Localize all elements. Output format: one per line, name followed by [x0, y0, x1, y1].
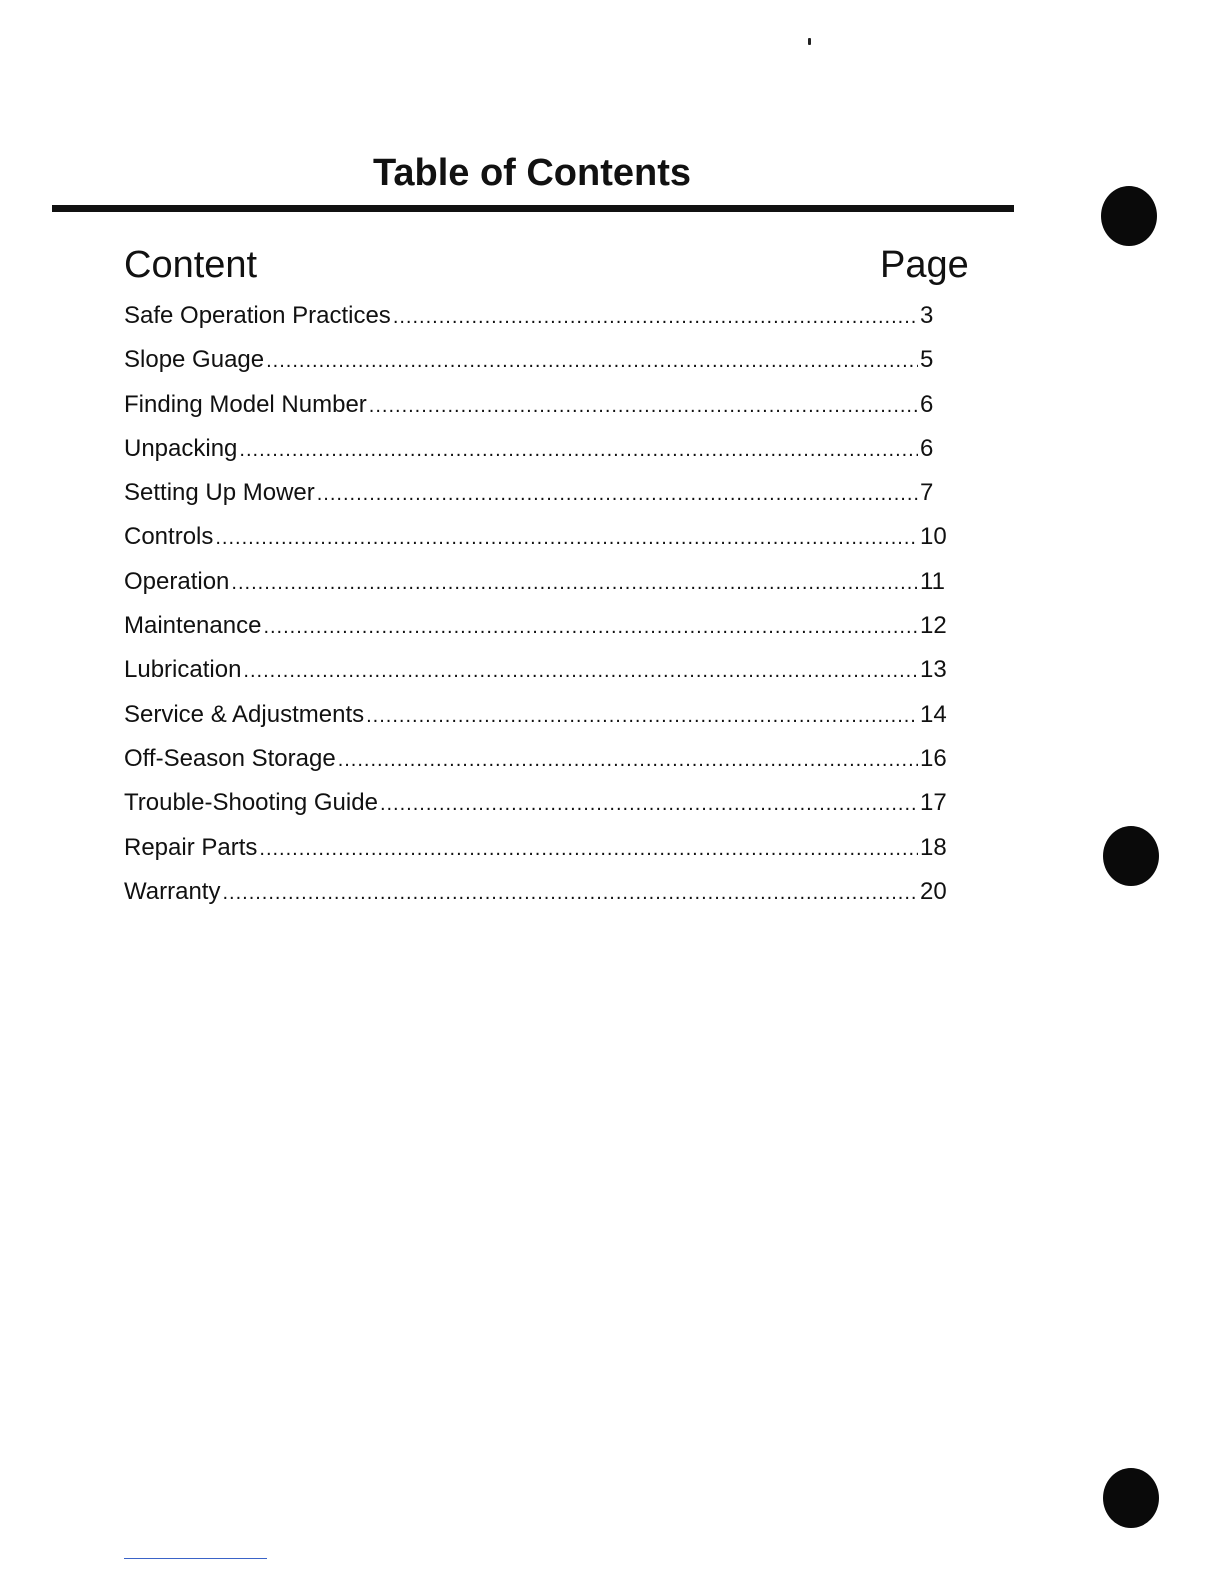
toc-entry-label: Safe Operation Practices — [124, 302, 391, 329]
binder-hole-middle — [1103, 826, 1159, 886]
toc-entry-page: 16 — [920, 744, 947, 772]
dot-leader — [266, 350, 918, 373]
toc-entry-off-season-storage[interactable] — [124, 745, 954, 789]
toc-entry-service-adjustments[interactable] — [124, 701, 954, 745]
toc-entry-trouble-shooting[interactable] — [124, 789, 954, 833]
toc-entry-page: 5 — [920, 346, 934, 374]
dot-leader — [393, 306, 918, 329]
toc-entry-page: 17 — [920, 789, 947, 817]
binder-hole-bottom — [1103, 1468, 1159, 1528]
toc-entry-finding-model-number[interactable] — [124, 391, 954, 435]
dot-leader — [231, 572, 918, 595]
toc-entry-page: 10 — [920, 523, 947, 551]
toc-entry-operation[interactable] — [124, 568, 954, 612]
toc-entry-repair-parts[interactable] — [124, 834, 954, 878]
dot-leader — [259, 838, 918, 861]
toc-entry-page: 3 — [920, 302, 934, 329]
toc-entry-label: Warranty — [124, 877, 221, 905]
toc-entry-page: 7 — [920, 479, 934, 507]
toc-entry-page: 12 — [920, 612, 947, 640]
scan-speck — [808, 38, 811, 45]
toc-list — [124, 302, 954, 922]
toc-entry-lubrication[interactable] — [124, 656, 954, 700]
toc-entry-label: Setting Up Mower — [124, 479, 315, 507]
toc-entry-label: Trouble-Shooting Guide — [124, 789, 378, 817]
toc-entry-label: Off-Season Storage — [124, 744, 336, 772]
toc-entry-slope-guage[interactable] — [124, 346, 954, 390]
toc-entry-label: Finding Model Number — [124, 390, 367, 418]
toc-entry-setting-up-mower[interactable] — [124, 479, 954, 523]
dot-leader — [215, 527, 918, 550]
dot-leader — [366, 705, 918, 728]
toc-entry-label: Maintenance — [124, 612, 262, 640]
dot-leader — [263, 616, 918, 639]
toc-entry-page: 13 — [920, 656, 947, 684]
toc-entry-unpacking[interactable] — [124, 435, 954, 479]
toc-entry-page: 11 — [920, 567, 945, 595]
toc-entry-safe-operation[interactable] — [124, 302, 954, 346]
dot-leader — [380, 793, 918, 816]
dot-leader — [243, 660, 918, 683]
title-divider — [52, 205, 1014, 212]
toc-entry-label: Controls — [124, 523, 214, 551]
dot-leader — [239, 439, 918, 462]
toc-entry-page: 6 — [920, 390, 934, 418]
toc-entry-label: Slope Guage — [124, 346, 265, 374]
toc-entry-page: 18 — [920, 833, 947, 861]
toc-entry-controls[interactable] — [124, 523, 954, 567]
toc-entry-page: 20 — [920, 877, 947, 905]
content-column-header: Content — [124, 244, 258, 286]
binder-hole-top — [1101, 186, 1157, 246]
toc-entry-label: Repair Parts — [124, 833, 258, 861]
toc-entry-label: Lubrication — [124, 656, 242, 684]
dot-leader — [338, 749, 918, 772]
toc-entry-page: 14 — [920, 700, 947, 728]
toc-entry-warranty[interactable] — [124, 878, 954, 922]
dot-leader — [317, 483, 918, 506]
footer-rule — [124, 1558, 267, 1559]
page-column-header: Page — [880, 244, 969, 286]
toc-entry-maintenance[interactable] — [124, 612, 954, 656]
toc-entry-page: 6 — [920, 434, 934, 462]
dot-leader — [222, 882, 918, 905]
toc-entry-label: Operation — [124, 567, 230, 595]
page-title: Table of Contents — [372, 152, 692, 194]
toc-entry-label: Service & Adjustments — [124, 700, 365, 728]
dot-leader — [369, 395, 918, 418]
toc-entry-label: Unpacking — [124, 434, 238, 462]
